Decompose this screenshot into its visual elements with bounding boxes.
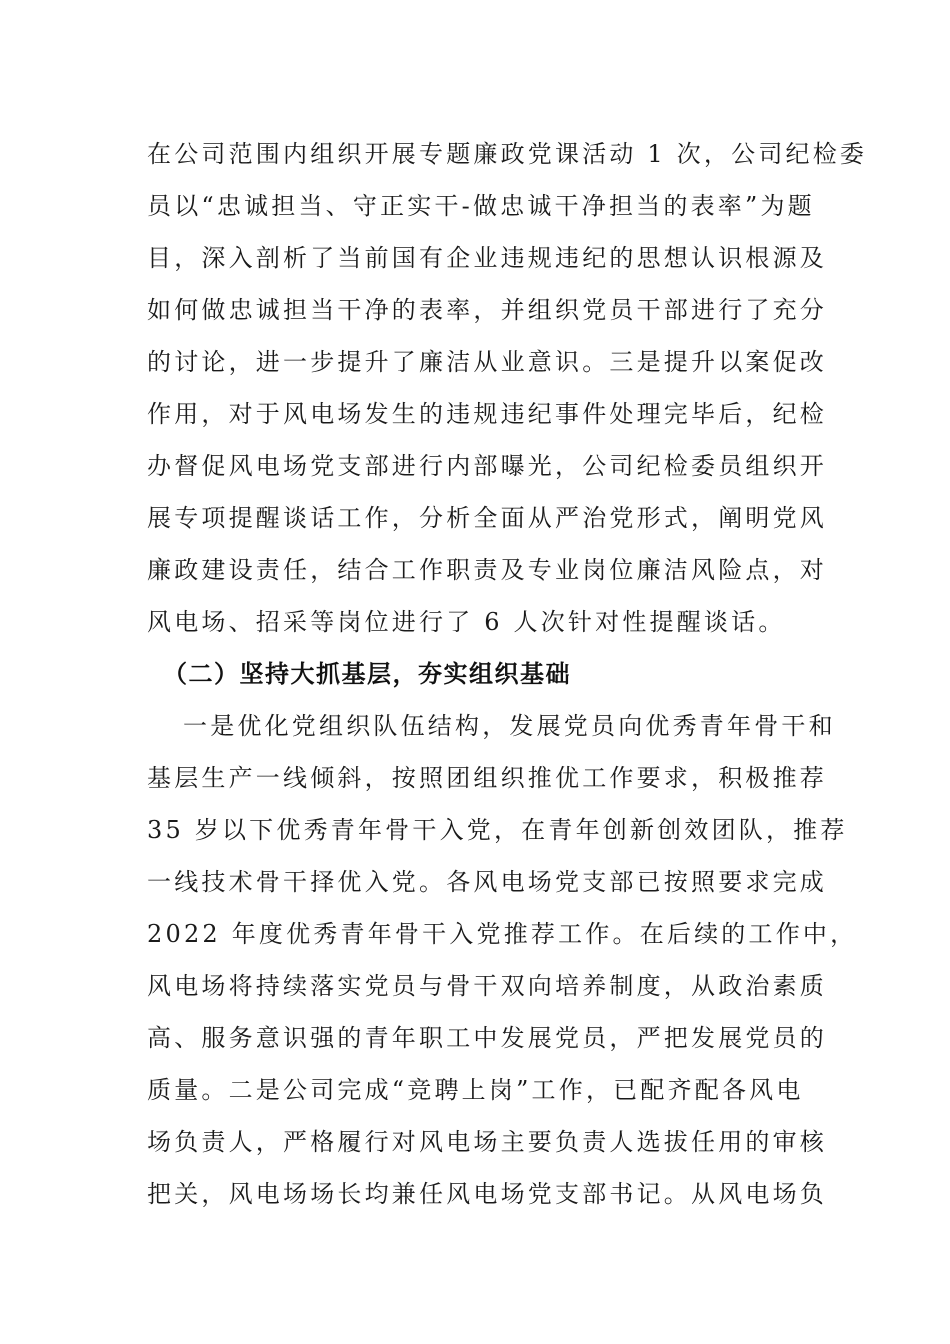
body-text-line: 35 岁以下优秀青年骨干入党，在青年创新创效团队，推荐 (147, 816, 848, 844)
section-heading: （二）坚持大抓基层，夯实组织基础 (163, 659, 571, 688)
body-text-line: 员以“忠诚担当、守正实干-做忠诚干净担当的表率”为题 (147, 192, 815, 220)
body-text-line: 高、服务意识强的青年职工中发展党员，严把发展党员的 (147, 1024, 827, 1052)
body-text-line: 作用，对于风电场发生的违规违纪事件处理完毕后，纪检 (147, 400, 827, 428)
body-text-line: 质量。二是公司完成“竞聘上岗”工作，已配齐配各风电 (147, 1076, 804, 1104)
body-text-line: 展专项提醒谈话工作，分析全面从严治党形式，阐明党风 (147, 504, 827, 532)
body-text-line: 的讨论，进一步提升了廉洁从业意识。三是提升以案促改 (147, 348, 827, 376)
body-text-line: 在公司范围内组织开展专题廉政党课活动 1 次，公司纪检委 (147, 140, 868, 168)
body-text-line: 风电场、招采等岗位进行了 6 人次针对性提醒谈话。 (147, 608, 786, 636)
body-text-line: 一线技术骨干择优入党。各风电场党支部已按照要求完成 (147, 868, 827, 896)
body-text-line: 一是优化党组织队伍结构，发展党员向优秀青年骨干和 (183, 712, 836, 740)
body-text-line: 基层生产一线倾斜，按照团组织推优工作要求，积极推荐 (147, 764, 827, 792)
body-text-line: 把关，风电场场长均兼任风电场党支部书记。从风电场负 (147, 1180, 827, 1208)
body-text-line: 如何做忠诚担当干净的表率，并组织党员干部进行了充分 (147, 296, 827, 324)
body-text-line: 廉政建设责任，结合工作职责及专业岗位廉洁风险点，对 (147, 556, 827, 584)
body-text-line: 2022 年度优秀青年骨干入党推荐工作。在后续的工作中， (147, 920, 858, 948)
body-text-line: 风电场将持续落实党员与骨干双向培养制度，从政治素质 (147, 972, 827, 1000)
body-text-line: 目，深入剖析了当前国有企业违规违纪的思想认识根源及 (147, 244, 827, 272)
body-text-line: 场负责人，严格履行对风电场主要负责人选拔任用的审核 (147, 1128, 827, 1156)
body-text-line: 办督促风电场党支部进行内部曝光，公司纪检委员组织开 (147, 452, 827, 480)
